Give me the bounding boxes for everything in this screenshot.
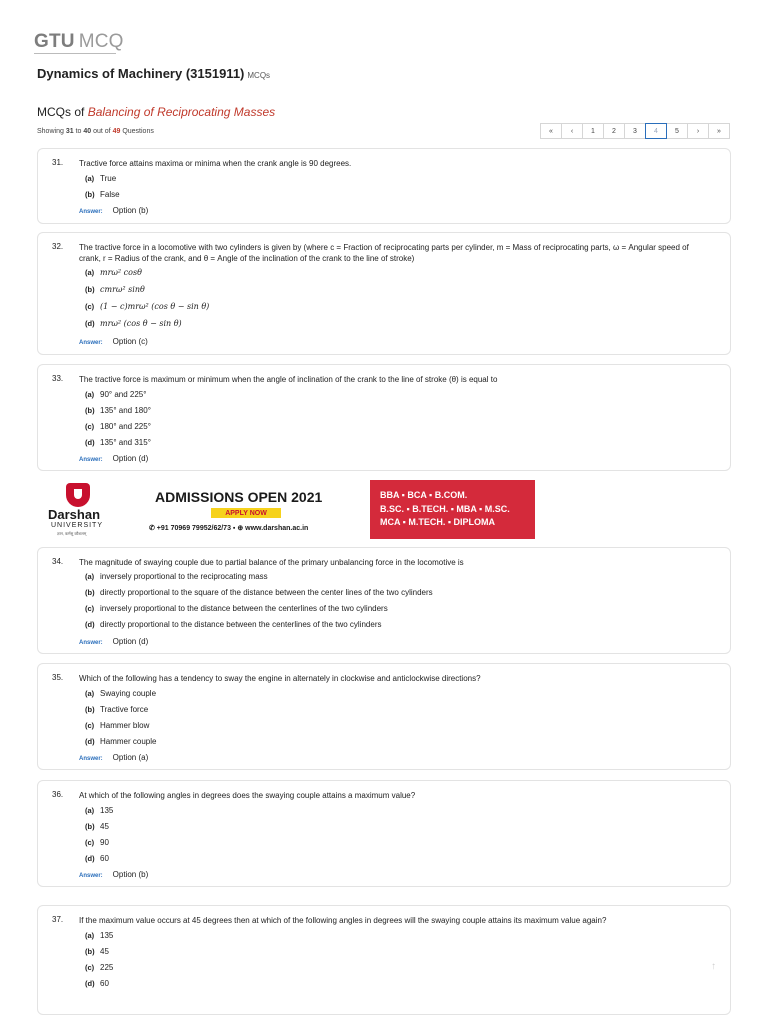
option-letter: (c) xyxy=(85,302,95,311)
showing-from: 31 xyxy=(65,128,74,135)
option-b[interactable] xyxy=(85,406,151,415)
answer-label: Answer: xyxy=(79,209,103,215)
logo-bold: GTU xyxy=(34,31,75,52)
question-text: At which of the following angles in degrees does the swaying couple attains a maximum value? xyxy=(79,791,416,800)
answer-row xyxy=(79,337,148,346)
question-card-34 xyxy=(37,547,731,654)
option-text: 45 xyxy=(100,822,109,831)
option-text: cmrω² sinθ xyxy=(100,285,145,294)
answer-label: Answer: xyxy=(79,340,103,346)
page-title xyxy=(37,66,270,81)
subject-suffix: MCQs xyxy=(247,71,271,80)
option-a[interactable] xyxy=(85,806,113,815)
first-page-button[interactable]: « xyxy=(540,123,562,139)
option-text: 135° and 180° xyxy=(100,406,151,415)
question-number: 33. xyxy=(52,374,64,383)
answer-label: Answer: xyxy=(79,756,103,762)
option-text: directly proportional to the square of the distance between the center lines of the two cylinders xyxy=(100,588,433,597)
option-c[interactable] xyxy=(85,721,149,730)
option-letter: (b) xyxy=(85,406,95,415)
option-text: (1 − c)mrω² (cos θ − sin θ) xyxy=(100,302,210,311)
answer-label: Answer: xyxy=(79,640,103,646)
question-card-31 xyxy=(37,148,731,224)
answer-row xyxy=(79,870,148,879)
option-b[interactable] xyxy=(85,705,148,714)
ad-course-line: BBA ▪ BCA ▪ B.COM. xyxy=(380,490,468,500)
option-text: 90° and 225° xyxy=(100,390,147,399)
ad-brand: Darshan xyxy=(48,507,101,522)
option-a[interactable] xyxy=(85,572,268,581)
topic-heading xyxy=(37,105,275,119)
site-logo[interactable] xyxy=(34,31,124,53)
ad-course-line: B.SC. ▪ B.TECH. ▪ MBA ▪ M.SC. xyxy=(380,503,510,514)
last-page-button[interactable]: » xyxy=(708,123,730,139)
option-text: Hammer couple xyxy=(100,737,157,746)
question-text: Which of the following has a tendency to sway the engine in alternately in clockwise and anticlockwise directions? xyxy=(79,674,481,683)
option-letter: (c) xyxy=(85,838,95,847)
logo-underline xyxy=(34,53,116,54)
scroll-to-top-icon[interactable]: ↑ xyxy=(711,961,716,972)
answer-value: Option (c) xyxy=(112,337,148,346)
showing-total: 49 xyxy=(112,128,121,135)
topic-name: Balancing of Reciprocating Masses xyxy=(87,105,276,119)
option-letter: (b) xyxy=(85,285,95,294)
question-text: The tractive force is maximum or minimum when the angle of inclination of the crank to the line of stroke (θ) is equal to xyxy=(79,375,498,384)
admission-ad-banner[interactable] xyxy=(37,480,537,540)
option-d[interactable] xyxy=(85,979,109,988)
answer-row xyxy=(79,206,148,215)
option-text: Swaying couple xyxy=(100,689,157,698)
page-1-button[interactable]: 1 xyxy=(582,123,604,139)
next-page-button[interactable]: › xyxy=(687,123,709,139)
answer-value: Option (b) xyxy=(112,206,149,215)
showing-suffix: Questions xyxy=(122,128,154,135)
prev-page-button[interactable]: ‹ xyxy=(561,123,583,139)
question-text: The magnitude of swaying couple due to partial balance of the primary unbalancing force in the locomotive is xyxy=(79,558,464,567)
showing-outof-label: out of xyxy=(93,128,111,135)
showing-count xyxy=(37,128,154,135)
option-letter: (b) xyxy=(85,588,95,597)
option-text: inversely proportional to the distance between the centerlines of the two cylinders xyxy=(100,604,388,613)
logo-light: MCQ xyxy=(78,31,124,52)
option-letter: (a) xyxy=(85,174,95,183)
option-a[interactable] xyxy=(85,268,142,277)
pagination xyxy=(541,123,730,139)
question-card-32 xyxy=(37,232,731,355)
page-5-button[interactable]: 5 xyxy=(666,123,688,139)
option-c[interactable] xyxy=(85,604,388,613)
university-emblem-icon xyxy=(66,483,90,507)
ad-courses-panel xyxy=(370,480,535,539)
option-letter: (d) xyxy=(85,854,95,863)
option-d[interactable] xyxy=(85,737,156,746)
option-text: 180° and 225° xyxy=(100,422,151,431)
option-c[interactable] xyxy=(85,302,209,311)
option-b[interactable] xyxy=(85,588,433,597)
answer-label: Answer: xyxy=(79,457,103,463)
option-d[interactable] xyxy=(85,620,382,629)
question-number: 32. xyxy=(52,242,64,251)
option-text: 225 xyxy=(100,963,114,972)
option-c[interactable] xyxy=(85,838,109,847)
answer-value: Option (a) xyxy=(112,753,149,762)
ad-tagline: ज्ञान, कर्मसु कौशलम् xyxy=(57,531,87,536)
question-number: 35. xyxy=(52,673,64,682)
option-letter: (a) xyxy=(85,689,95,698)
option-letter: (b) xyxy=(85,947,95,956)
option-b[interactable] xyxy=(85,190,120,199)
ad-headline: ADMISSIONS OPEN 2021 xyxy=(155,489,323,505)
question-number: 34. xyxy=(52,557,64,566)
question-text: Tractive force attains maxima or minima when the crank angle is 90 degrees. xyxy=(79,159,352,168)
option-text: 60 xyxy=(100,854,109,863)
option-a[interactable] xyxy=(85,689,156,698)
option-letter: (c) xyxy=(85,721,95,730)
question-card-33 xyxy=(37,364,731,471)
question-card-36 xyxy=(37,780,731,887)
option-c[interactable] xyxy=(85,963,113,972)
answer-value: Option (d) xyxy=(112,454,149,463)
page-2-button[interactable]: 2 xyxy=(603,123,625,139)
answer-value: Option (b) xyxy=(112,870,149,879)
option-text: directly proportional to the distance between the centerlines of the two cylinders xyxy=(100,620,382,629)
question-card-35 xyxy=(37,663,731,770)
ad-contact: ✆ +91 70969 79952/62/73 ▪ ⊕ www.darshan.ac.in xyxy=(149,525,309,532)
option-letter: (c) xyxy=(85,604,95,613)
option-text: Tractive force xyxy=(100,705,149,714)
option-c[interactable] xyxy=(85,422,151,431)
option-d[interactable] xyxy=(85,319,182,328)
page-4-button-active[interactable]: 4 xyxy=(645,123,667,139)
question-number: 37. xyxy=(52,915,64,924)
option-text: inversely proportional to the reciprocating mass xyxy=(100,572,268,581)
answer-row xyxy=(79,637,148,646)
option-text: 90 xyxy=(100,838,109,847)
option-letter: (d) xyxy=(85,620,95,629)
darshan-logo xyxy=(43,483,113,539)
option-b[interactable] xyxy=(85,822,109,831)
showing-label: Showing xyxy=(37,128,64,135)
topic-prefix: MCQs of xyxy=(37,105,85,119)
question-text: The tractive force in a locomotive with two cylinders is given by (where c = Fraction of reciprocating parts per cylinder, m = Mass of reciprocating parts, ω = Angular speed of crank, r = Radius of the crank, and θ = Angle of the inclination of the crank to the line of stroke) xyxy=(79,243,689,263)
option-text: Hammer blow xyxy=(100,721,150,730)
option-letter: (a) xyxy=(85,931,95,940)
option-text: 135° and 315° xyxy=(100,438,151,447)
option-text: True xyxy=(100,174,117,183)
option-text: 135 xyxy=(100,931,114,940)
option-letter: (d) xyxy=(85,438,95,447)
option-text: mrω² (cos θ − sin θ) xyxy=(100,319,182,328)
question-card-37 xyxy=(37,905,731,1015)
option-letter: (b) xyxy=(85,190,95,199)
answer-row xyxy=(79,753,148,762)
option-a[interactable] xyxy=(85,174,116,183)
option-letter: (d) xyxy=(85,979,95,988)
page-3-button[interactable]: 3 xyxy=(624,123,646,139)
option-letter: (b) xyxy=(85,822,95,831)
option-b[interactable] xyxy=(85,285,145,294)
option-text: 60 xyxy=(100,979,109,988)
option-text: False xyxy=(100,190,120,199)
question-number: 36. xyxy=(52,790,64,799)
option-d[interactable] xyxy=(85,854,109,863)
option-letter: (a) xyxy=(85,806,95,815)
option-a[interactable] xyxy=(85,931,113,940)
option-letter: (b) xyxy=(85,705,95,714)
option-text: 45 xyxy=(100,947,109,956)
answer-value: Option (d) xyxy=(112,637,149,646)
apply-now-button[interactable]: APPLY NOW xyxy=(211,508,281,518)
option-a[interactable] xyxy=(85,390,146,399)
option-letter: (c) xyxy=(85,963,95,972)
option-text: mrω² cosθ xyxy=(100,268,142,277)
showing-to-label: to xyxy=(75,128,82,135)
option-letter: (c) xyxy=(85,422,95,431)
option-letter: (d) xyxy=(85,319,95,328)
ad-university: UNIVERSITY xyxy=(51,522,104,529)
ad-course-line: MCA ▪ M.TECH. ▪ DIPLOMA xyxy=(380,517,496,527)
option-letter: (d) xyxy=(85,737,95,746)
answer-row xyxy=(79,454,148,463)
question-text: If the maximum value occurs at 45 degrees then at which of the following angles in degrees will the swaying couple attains its maximum value again? xyxy=(79,916,607,925)
answer-label: Answer: xyxy=(79,873,103,879)
subject-title: Dynamics of Machinery (3151911) xyxy=(37,66,245,81)
option-letter: (a) xyxy=(85,390,95,399)
showing-to: 40 xyxy=(83,128,92,135)
option-letter: (a) xyxy=(85,572,95,581)
option-d[interactable] xyxy=(85,438,151,447)
option-text: 135 xyxy=(100,806,114,815)
option-b[interactable] xyxy=(85,947,109,956)
option-letter: (a) xyxy=(85,268,95,277)
question-number: 31. xyxy=(52,158,64,167)
